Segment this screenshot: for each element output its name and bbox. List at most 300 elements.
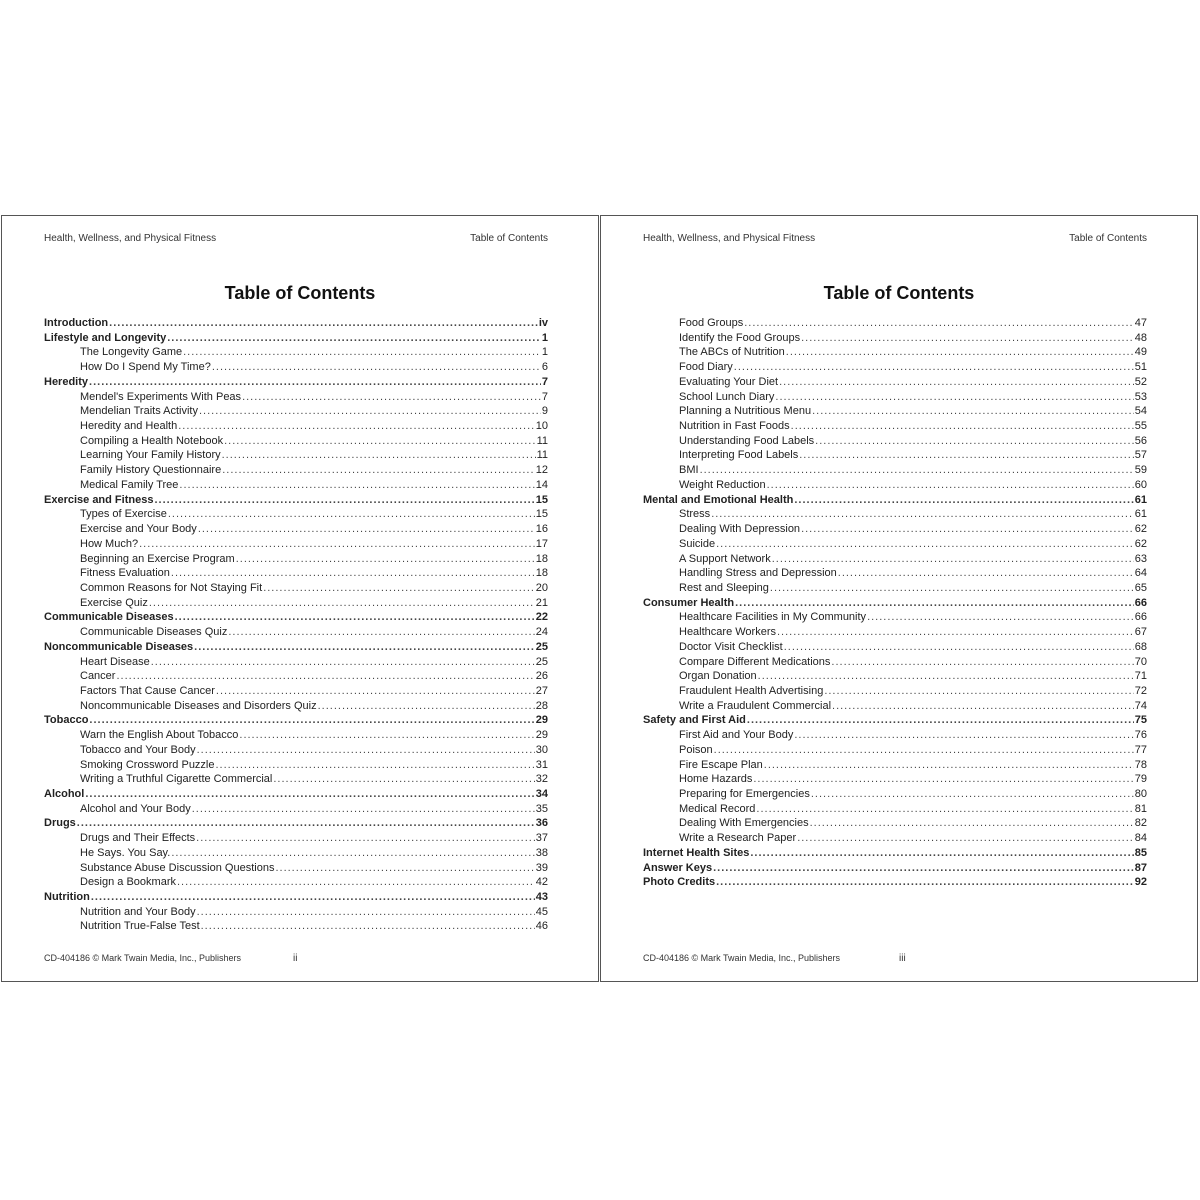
toc-entry-label: Mendel's Experiments With Peas bbox=[80, 390, 242, 403]
toc-subentry bbox=[643, 345, 1147, 360]
toc-entry-page-number: 20 bbox=[535, 581, 548, 594]
toc-entry-label: The Longevity Game bbox=[80, 346, 183, 359]
toc-entry-label: Family History Questionnaire bbox=[80, 464, 222, 477]
dot-leader bbox=[716, 537, 1134, 552]
toc-entry-label: Fraudulent Health Advertising bbox=[679, 684, 824, 697]
footer-copyright: CD-404186 © Mark Twain Media, Inc., Publishers bbox=[643, 953, 841, 963]
dot-leader bbox=[734, 360, 1134, 375]
toc-subentry bbox=[44, 905, 548, 920]
toc-entry-page-number: 7 bbox=[541, 390, 548, 403]
toc-subentry bbox=[44, 655, 548, 670]
toc-section-entry bbox=[44, 375, 548, 390]
dot-leader bbox=[224, 434, 535, 449]
dot-leader bbox=[801, 522, 1134, 537]
dot-leader bbox=[154, 493, 534, 508]
dot-leader bbox=[756, 802, 1133, 817]
toc-section-entry bbox=[44, 713, 548, 728]
toc-entry-label: He Says. You Say. bbox=[80, 846, 171, 859]
toc-entry-label: Drugs bbox=[44, 817, 76, 830]
toc-entry-page-number: 71 bbox=[1134, 670, 1147, 683]
toc-subentry bbox=[643, 831, 1147, 846]
toc-subentry bbox=[643, 758, 1147, 773]
toc-entry-label: Heredity bbox=[44, 375, 89, 388]
toc-section-entry bbox=[643, 861, 1147, 876]
page-title: Table of Contents bbox=[224, 283, 376, 303]
toc-entry-page-number: 76 bbox=[1134, 729, 1147, 742]
toc-entry-page-number: 63 bbox=[1134, 552, 1147, 565]
toc-entry-page-number: 18 bbox=[535, 567, 548, 580]
toc-entry-label: Stress bbox=[679, 508, 711, 521]
dot-leader bbox=[831, 655, 1133, 670]
toc-subentry bbox=[643, 581, 1147, 596]
toc-entry-label: A Support Network bbox=[679, 552, 771, 565]
footer-page-number: iii bbox=[899, 953, 906, 964]
toc-section-entry bbox=[44, 610, 548, 625]
toc-entry-page-number: 27 bbox=[535, 684, 548, 697]
toc-subentry bbox=[643, 816, 1147, 831]
dot-leader bbox=[815, 434, 1134, 449]
dot-leader bbox=[77, 816, 535, 831]
toc-entry-page-number: 9 bbox=[541, 405, 548, 418]
toc-entry-page-number: 77 bbox=[1134, 743, 1147, 756]
running-header-book-title: Health, Wellness, and Physical Fitness bbox=[44, 233, 217, 244]
dot-leader bbox=[735, 596, 1134, 611]
toc-subentry bbox=[643, 434, 1147, 449]
toc-entry-page-number: 55 bbox=[1134, 420, 1147, 433]
toc-entry-page-number: 15 bbox=[535, 493, 548, 506]
toc-entry-label: Design a Bookmark bbox=[80, 876, 176, 889]
toc-subentry bbox=[44, 728, 548, 743]
toc-entry-label: Fitness Evaluation bbox=[80, 567, 170, 580]
toc-entry-label: Alcohol and Your Body bbox=[80, 802, 191, 815]
toc-subentry bbox=[643, 478, 1147, 493]
dot-leader bbox=[810, 816, 1134, 831]
toc-entry-label: Drugs and Their Effects bbox=[80, 832, 196, 845]
dot-leader bbox=[753, 772, 1133, 787]
dot-leader bbox=[242, 390, 541, 405]
dot-leader bbox=[177, 875, 535, 890]
toc-entry-page-number: 15 bbox=[535, 508, 548, 521]
toc-entry-label: Lifestyle and Longevity bbox=[44, 331, 167, 344]
dot-leader bbox=[197, 905, 535, 920]
toc-subentry bbox=[44, 419, 548, 434]
dot-leader bbox=[824, 684, 1133, 699]
dot-leader bbox=[750, 846, 1133, 861]
toc-entry-page-number: 85 bbox=[1134, 846, 1147, 859]
dot-leader bbox=[794, 728, 1133, 743]
toc-subentry bbox=[643, 522, 1147, 537]
dot-leader bbox=[714, 743, 1134, 758]
toc-entry-label: Fire Escape Plan bbox=[679, 758, 763, 771]
toc-entry-label: Substance Abuse Discussion Questions bbox=[80, 861, 275, 874]
dot-leader bbox=[744, 316, 1134, 331]
toc-entry-page-number: 25 bbox=[535, 655, 548, 668]
dot-leader bbox=[786, 345, 1134, 360]
toc-entry-page-number: 43 bbox=[535, 891, 548, 904]
toc-entry-page-number: 87 bbox=[1134, 861, 1147, 874]
toc-subentry bbox=[44, 507, 548, 522]
toc-entry-label: Rest and Sleeping bbox=[679, 581, 769, 594]
toc-entry-label: Write a Research Paper bbox=[679, 832, 797, 845]
toc-entry-page-number: 74 bbox=[1134, 699, 1147, 712]
dot-leader bbox=[273, 772, 534, 787]
dot-leader bbox=[777, 625, 1134, 640]
toc-section-entry bbox=[44, 890, 548, 905]
toc-entry-label: Introduction bbox=[44, 317, 109, 329]
running-header-section: Table of Contents bbox=[470, 233, 548, 244]
dot-leader bbox=[89, 713, 534, 728]
dot-leader bbox=[149, 596, 535, 611]
toc-entry-label: Food Diary bbox=[679, 361, 733, 374]
dot-leader bbox=[775, 390, 1133, 405]
dot-leader bbox=[838, 566, 1134, 581]
toc-entry-page-number: 64 bbox=[1134, 567, 1147, 580]
toc-entry-label: Doctor Visit Checklist bbox=[679, 640, 783, 653]
toc-entry-page-number: 84 bbox=[1134, 832, 1147, 845]
toc-entry-label: Understanding Food Labels bbox=[679, 434, 815, 447]
toc-subentry bbox=[643, 390, 1147, 405]
toc-entry-label: Cancer bbox=[80, 670, 116, 683]
toc-entry-label: Home Hazards bbox=[679, 773, 753, 786]
toc-entry-page-number: 66 bbox=[1134, 596, 1147, 609]
toc-subentry bbox=[44, 743, 548, 758]
dot-leader bbox=[178, 419, 535, 434]
toc-entry-label: Interpreting Food Labels bbox=[679, 449, 799, 462]
dot-leader bbox=[239, 728, 534, 743]
toc-section-entry bbox=[44, 493, 548, 508]
toc-entry-label: BMI bbox=[679, 464, 699, 477]
dot-leader bbox=[89, 375, 541, 390]
dot-leader bbox=[199, 404, 541, 419]
toc-entry-page-number: 59 bbox=[1134, 464, 1147, 477]
toc-section-entry bbox=[44, 316, 548, 331]
toc-entry-label: Dealing With Emergencies bbox=[679, 817, 809, 830]
toc-entry-page-number: 81 bbox=[1134, 802, 1147, 815]
toc-subentry bbox=[643, 669, 1147, 684]
dot-leader bbox=[713, 861, 1134, 876]
toc-subentry bbox=[643, 404, 1147, 419]
toc-subentry bbox=[44, 669, 548, 684]
toc-entry-page-number: 42 bbox=[535, 876, 548, 889]
toc-entry-label: Factors That Cause Cancer bbox=[80, 684, 215, 697]
dot-leader bbox=[811, 787, 1134, 802]
dot-leader bbox=[222, 448, 536, 463]
toc-entry-label: Nutrition in Fast Foods bbox=[679, 420, 790, 433]
dot-leader bbox=[832, 699, 1134, 714]
dot-leader bbox=[216, 758, 535, 773]
toc-entry-label: Heart Disease bbox=[80, 655, 150, 668]
footer-page-number: ii bbox=[293, 953, 298, 964]
toc-subentry bbox=[44, 537, 548, 552]
dot-leader bbox=[201, 919, 535, 934]
toc-entry-label: Nutrition bbox=[44, 891, 90, 904]
toc-section-entry bbox=[44, 640, 548, 655]
toc-section-entry bbox=[643, 875, 1147, 890]
toc-entry-label: Safety and First Aid bbox=[643, 714, 746, 727]
toc-subentry bbox=[643, 316, 1147, 331]
dot-leader bbox=[767, 478, 1134, 493]
toc-entry-page-number: 10 bbox=[535, 420, 548, 433]
toc-entry-label: Dealing With Depression bbox=[679, 523, 801, 536]
toc-entry-page-number: 47 bbox=[1134, 317, 1147, 329]
toc-entry-page-number: 48 bbox=[1134, 331, 1147, 344]
toc-entry-page-number: 26 bbox=[535, 670, 548, 683]
toc-entry-page-number: 1 bbox=[541, 346, 548, 359]
toc-entry-label: Tobacco bbox=[44, 714, 89, 727]
toc-section-entry bbox=[44, 331, 548, 346]
dot-leader bbox=[171, 566, 535, 581]
toc-subentry bbox=[44, 625, 548, 640]
toc-entry-label: Nutrition True-False Test bbox=[80, 920, 200, 933]
toc-subentry bbox=[44, 802, 548, 817]
toc-entry-label: Consumer Health bbox=[643, 596, 735, 609]
toc-entry-page-number: 29 bbox=[535, 714, 548, 727]
toc-entry-page-number: 92 bbox=[1134, 876, 1147, 889]
toc-entry-page-number: 35 bbox=[535, 802, 548, 815]
toc-subentry bbox=[44, 566, 548, 581]
toc-subentry bbox=[44, 919, 548, 934]
toc-entry-page-number: 11 bbox=[536, 449, 548, 462]
dot-leader bbox=[716, 875, 1134, 890]
dot-leader bbox=[794, 493, 1133, 508]
toc-section-entry bbox=[643, 846, 1147, 861]
toc-entry-label: Internet Health Sites bbox=[643, 846, 750, 859]
toc-entry-label: Preparing for Emergencies bbox=[679, 788, 810, 800]
toc-entry-label: Common Reasons for Not Staying Fit bbox=[80, 581, 263, 594]
toc-entry-page-number: 25 bbox=[535, 640, 548, 653]
toc-entry-label: Smoking Crossword Puzzle bbox=[80, 758, 215, 771]
toc-subentry bbox=[643, 419, 1147, 434]
toc-subentry bbox=[44, 846, 548, 861]
dot-leader bbox=[700, 463, 1134, 478]
dot-leader bbox=[784, 640, 1134, 655]
toc-entry-label: Healthcare Workers bbox=[679, 626, 776, 639]
dot-leader bbox=[779, 375, 1134, 390]
toc-subentry bbox=[44, 581, 548, 596]
dot-leader bbox=[772, 552, 1134, 567]
toc-entry-label: Heredity and Health bbox=[80, 420, 178, 433]
toc-subentry bbox=[44, 360, 548, 375]
dot-leader bbox=[171, 846, 534, 861]
toc-subentry bbox=[44, 522, 548, 537]
toc-entry-label: Compare Different Medications bbox=[679, 655, 831, 668]
footer-copyright: CD-404186 © Mark Twain Media, Inc., Publishers bbox=[44, 953, 242, 963]
toc-entry-page-number: 60 bbox=[1134, 478, 1147, 491]
toc-subentry bbox=[643, 684, 1147, 699]
toc-entry-page-number: 49 bbox=[1134, 346, 1147, 359]
dot-leader bbox=[175, 610, 535, 625]
toc-entry-page-number: 46 bbox=[535, 920, 548, 933]
toc-subentry bbox=[44, 434, 548, 449]
toc-entry-label: Alcohol bbox=[44, 788, 85, 800]
toc-section-entry bbox=[643, 713, 1147, 728]
dot-leader bbox=[179, 478, 534, 493]
toc-list bbox=[44, 316, 548, 934]
toc-entry-page-number: 22 bbox=[535, 611, 548, 624]
toc-entry-page-number: 79 bbox=[1134, 773, 1147, 786]
toc-entry-page-number: 54 bbox=[1134, 405, 1147, 418]
dot-leader bbox=[758, 669, 1134, 684]
dot-leader bbox=[216, 684, 535, 699]
toc-entry-page-number: 28 bbox=[535, 699, 548, 712]
toc-entry-label: Write a Fraudulent Commercial bbox=[679, 699, 832, 712]
dot-leader bbox=[183, 345, 541, 360]
toc-entry-page-number: 17 bbox=[535, 537, 548, 550]
toc-entry-page-number: 61 bbox=[1134, 508, 1147, 521]
toc-subentry bbox=[44, 478, 548, 493]
toc-subentry bbox=[44, 552, 548, 567]
dot-leader bbox=[867, 610, 1134, 625]
dot-leader bbox=[197, 743, 535, 758]
toc-subentry bbox=[44, 390, 548, 405]
toc-entry-page-number: 57 bbox=[1134, 449, 1147, 462]
toc-subentry bbox=[44, 463, 548, 478]
toc-entry-label: Learning Your Family History bbox=[80, 449, 221, 462]
toc-subentry bbox=[643, 802, 1147, 817]
toc-entry-label: Exercise and Fitness bbox=[44, 493, 154, 506]
toc-entry-label: How Much? bbox=[80, 537, 139, 550]
dot-leader bbox=[770, 581, 1134, 596]
toc-entry-label: Suicide bbox=[679, 537, 716, 550]
toc-subentry bbox=[643, 507, 1147, 522]
toc-subentry bbox=[44, 875, 548, 890]
toc-entry-label: Photo Credits bbox=[643, 876, 716, 889]
toc-entry-label: Organ Donation bbox=[679, 670, 757, 683]
toc-subentry bbox=[44, 684, 548, 699]
toc-subentry bbox=[44, 699, 548, 714]
toc-entry-label: Weight Reduction bbox=[679, 478, 766, 491]
toc-entry-label: Compiling a Health Notebook bbox=[80, 434, 224, 447]
toc-subentry bbox=[643, 728, 1147, 743]
toc-entry-page-number: 65 bbox=[1134, 581, 1147, 594]
right-page bbox=[600, 215, 1198, 982]
toc-entry-label: Noncommunicable Diseases bbox=[44, 640, 194, 653]
toc-entry-label: Healthcare Facilities in My Community bbox=[679, 611, 867, 624]
toc-entry-label: Evaluating Your Diet bbox=[679, 375, 779, 388]
toc-entry-label: Planning a Nutritious Menu bbox=[679, 405, 812, 418]
dot-leader bbox=[263, 581, 535, 596]
toc-entry-page-number: 67 bbox=[1134, 626, 1147, 639]
toc-entry-label: Types of Exercise bbox=[80, 508, 167, 521]
toc-entry-page-number: 24 bbox=[535, 626, 548, 639]
toc-entry-page-number: 29 bbox=[535, 729, 548, 742]
toc-section-entry bbox=[44, 787, 548, 802]
toc-entry-page-number: 52 bbox=[1134, 375, 1147, 388]
toc-entry-page-number: 75 bbox=[1134, 714, 1147, 727]
dot-leader bbox=[167, 331, 541, 346]
toc-entry-label: Medical Family Tree bbox=[80, 478, 179, 491]
toc-subentry bbox=[643, 360, 1147, 375]
toc-subentry bbox=[643, 537, 1147, 552]
toc-entry-label: First Aid and Your Body bbox=[679, 729, 794, 742]
toc-entry-page-number: 38 bbox=[535, 846, 548, 859]
toc-entry-page-number: 70 bbox=[1134, 655, 1147, 668]
toc-entry-label: Identify the Food Groups bbox=[679, 331, 801, 344]
toc-entry-page-number: 53 bbox=[1134, 390, 1147, 403]
toc-entry-page-number: 80 bbox=[1134, 788, 1147, 800]
dot-leader bbox=[747, 713, 1134, 728]
toc-subentry bbox=[643, 625, 1147, 640]
toc-entry-page-number: 32 bbox=[535, 773, 548, 786]
toc-subentry bbox=[643, 463, 1147, 478]
toc-entry-page-number: 62 bbox=[1134, 537, 1147, 550]
toc-subentry bbox=[44, 758, 548, 773]
toc-subentry bbox=[643, 699, 1147, 714]
toc-entry-label: Exercise and Your Body bbox=[80, 523, 197, 536]
dot-leader bbox=[801, 331, 1134, 346]
dot-leader bbox=[791, 419, 1134, 434]
toc-entry-page-number: 45 bbox=[535, 905, 548, 918]
toc-entry-label: Nutrition and Your Body bbox=[80, 905, 196, 918]
toc-entry-label: Writing a Truthful Cigarette Commercial bbox=[80, 773, 273, 786]
running-header-section: Table of Contents bbox=[1069, 233, 1147, 244]
dot-leader bbox=[109, 316, 538, 331]
dot-leader bbox=[222, 463, 535, 478]
toc-subentry bbox=[643, 787, 1147, 802]
toc-entry-label: How Do I Spend My Time? bbox=[80, 361, 211, 374]
toc-entry-page-number: iv bbox=[538, 317, 548, 329]
toc-entry-page-number: 18 bbox=[535, 552, 548, 565]
toc-subentry bbox=[44, 404, 548, 419]
toc-subentry bbox=[643, 655, 1147, 670]
dot-leader bbox=[212, 360, 541, 375]
dot-leader bbox=[236, 552, 535, 567]
toc-subentry bbox=[643, 610, 1147, 625]
toc-section-entry bbox=[44, 816, 548, 831]
dot-leader bbox=[196, 831, 535, 846]
toc-entry-label: Answer Keys bbox=[643, 861, 713, 874]
toc-entry-page-number: 12 bbox=[535, 464, 548, 477]
toc-entry-page-number: 36 bbox=[535, 817, 548, 830]
toc-section-entry bbox=[643, 493, 1147, 508]
toc-entry-page-number: 30 bbox=[535, 743, 548, 756]
toc-entry-page-number: 72 bbox=[1134, 684, 1147, 697]
toc-entry-page-number: 62 bbox=[1134, 523, 1147, 536]
dot-leader bbox=[91, 890, 535, 905]
dot-leader bbox=[318, 699, 535, 714]
toc-entry-page-number: 34 bbox=[535, 788, 548, 800]
toc-entry-label: School Lunch Diary bbox=[679, 390, 775, 403]
toc-subentry bbox=[643, 640, 1147, 655]
toc-entry-page-number: 68 bbox=[1134, 640, 1147, 653]
dot-leader bbox=[799, 448, 1134, 463]
toc-subentry bbox=[643, 552, 1147, 567]
toc-subentry bbox=[44, 448, 548, 463]
toc-entry-page-number: 6 bbox=[541, 361, 548, 374]
dot-leader bbox=[194, 640, 535, 655]
toc-entry-page-number: 11 bbox=[536, 434, 548, 447]
toc-entry-page-number: 21 bbox=[535, 596, 548, 609]
toc-subentry bbox=[44, 772, 548, 787]
toc-list bbox=[643, 316, 1147, 890]
dot-leader bbox=[797, 831, 1134, 846]
dot-leader bbox=[116, 669, 534, 684]
toc-entry-page-number: 82 bbox=[1134, 817, 1147, 830]
toc-entry-page-number: 66 bbox=[1134, 611, 1147, 624]
toc-subentry bbox=[643, 331, 1147, 346]
toc-entry-label: Noncommunicable Diseases and Disorders Quiz bbox=[80, 699, 317, 712]
toc-entry-label: Food Groups bbox=[679, 317, 744, 329]
toc-entry-page-number: 78 bbox=[1134, 758, 1147, 771]
toc-subentry bbox=[643, 743, 1147, 758]
toc-subentry bbox=[44, 596, 548, 611]
toc-entry-page-number: 39 bbox=[535, 861, 548, 874]
toc-section-entry bbox=[643, 596, 1147, 611]
dot-leader bbox=[198, 522, 535, 537]
toc-entry-page-number: 14 bbox=[535, 478, 548, 491]
toc-entry-label: The ABCs of Nutrition bbox=[679, 346, 785, 359]
dot-leader bbox=[151, 655, 535, 670]
